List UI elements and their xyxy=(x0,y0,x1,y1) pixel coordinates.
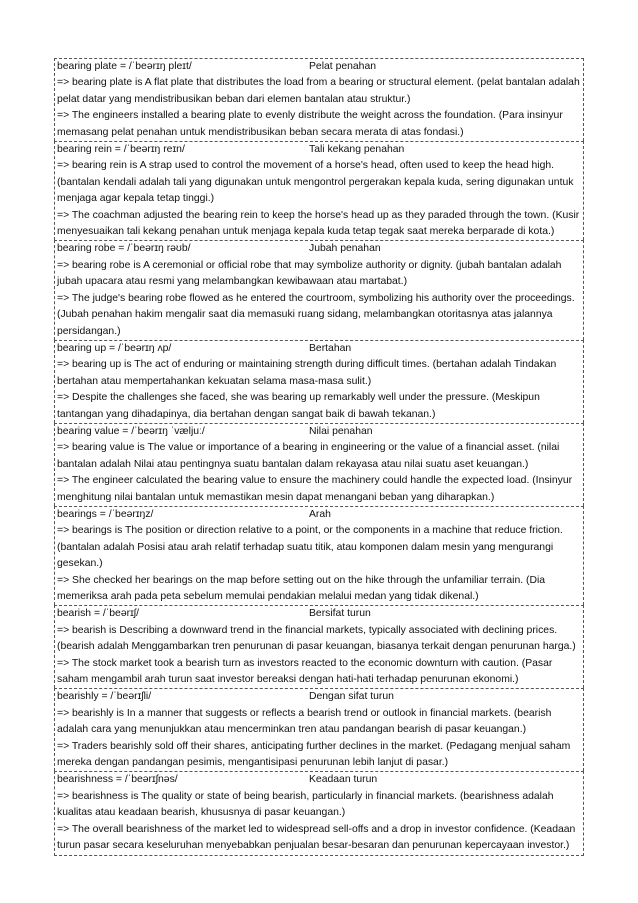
entry-definition: => bearishly is In a manner that suggests or reflects a bearish trend or outlook in financial markets. (bearish adalah cara yang menunjukkan atau mencerminkan tren atau pandangan bearish di pasar keuangan.) xyxy=(57,707,552,736)
entry-translation: Tali kekang penahan xyxy=(309,144,405,156)
entry-term: bearing up = /ˈbeərɪŋ ʌp/ xyxy=(57,342,172,354)
entry-translation: Dengan sifat turun xyxy=(309,691,394,703)
entry-example: => The engineer calculated the bearing value to ensure the machinery could handle the expected load. (Insinyur menghitung nilai bantalan untuk memastikan mesin dapat menangani beban yang diharapkan.) xyxy=(57,475,573,503)
entry-example: => Traders bearishly sold off their shares, anticipating further declines in the market. (Pedagang menjual saham mereka dengan pandangan pesimis, mengantisipasi penurunan lebih lanjut di pasar.) xyxy=(57,740,571,769)
entry-header xyxy=(57,606,582,622)
entry-translation: Jubah penahan xyxy=(309,243,381,255)
entry-translation: Keadaan turun xyxy=(309,774,378,786)
entry-translation: Nilai penahan xyxy=(309,425,373,437)
entry-definition: => bearish is Describing a downward trend in the financial markets, typically associated with declining prices. (bearish adalah Menggambarkan tren penurunan di pasar keuangan, biasanya terkait dengan penurunan harga.) xyxy=(57,624,576,653)
entry-term: bearishness = /ˈbeərɪʃnəs/ xyxy=(57,774,178,786)
entry-translation: Bertahan xyxy=(309,342,352,354)
glossary-entry xyxy=(54,506,584,605)
entry-example: => Despite the challenges she faced, she was bearing up remarkably well under the pressure. (Meskipun tantangan yang dihadapinya, dia bertahan dengan sangat baik di bawah tekanan.) xyxy=(57,392,540,420)
entry-translation: Bersifat turun xyxy=(309,608,371,620)
glossary-entry xyxy=(54,771,584,855)
entry-example: => The judge's bearing robe flowed as he entered the courtroom, symbolizing his authority over the proceedings. (Jubah penahan hakim mengalir saat dia memasuki ruang sidang, melambangkan otoritasnya atas jalannya persidangan.) xyxy=(57,292,575,337)
entry-example: => The overall bearishness of the market led to widespread sell-offs and a drop in investor confidence. (Keadaan turun pasar secara keseluruhan menyebabkan penjualan besar-besaran dan penurunan kepercayaan investor.) xyxy=(57,823,576,852)
entry-translation: Arah xyxy=(309,508,331,520)
entry-term: bearing rein = /ˈbeərɪŋ reɪn/ xyxy=(57,144,185,156)
entry-definition: => bearing value is The value or importance of a bearing in engineering or the value of a financial asset. (nilai bantalan adalah Nilai atau pentingnya suatu bantalan dalam rekayasa atau nilai suatu aset keuangan.) xyxy=(57,442,560,470)
glossary-entry xyxy=(54,605,584,688)
entry-term: bearing robe = /ˈbeərɪŋ rəʊb/ xyxy=(57,243,191,255)
entry-definition: => bearishness is The quality or state of being bearish, particularly in financial markets. (bearishness adalah kualitas atau keadaan bearish, khususnya di pasar keuangan.) xyxy=(57,790,554,819)
entry-translation: Pelat penahan xyxy=(309,61,377,72)
entry-term: bearings = /ˈbeərɪŋz/ xyxy=(57,508,154,520)
entry-header xyxy=(57,241,582,257)
entry-definition: => bearing rein is A strap used to control the movement of a horse's head, often used to keep the head high. (bantalan kendali adalah tali yang digunakan untuk mengontrol pergerakan kepala kuda, sering digunakan untuk menjaga agar kepala tetap tinggi.) xyxy=(57,160,574,205)
entry-header xyxy=(57,341,582,357)
glossary-entry xyxy=(54,141,584,240)
entry-example: => The coachman adjusted the bearing rein to keep the horse's head up as they paraded through the town. (Kusir menyesuaikan tali kekang penahan untuk menjaga kepala kuda tetap tegak saat mereka berparade di kota.) xyxy=(57,209,580,238)
glossary-entry xyxy=(54,688,584,771)
glossary-list xyxy=(54,58,584,856)
entry-example: => The stock market took a bearish turn as investors reacted to the economic downturn with caution. (Pasar saham mengambil arah turun saat investor bereaksi dengan hati-hati terhadap penurunan ekonomi.) xyxy=(57,657,553,686)
glossary-entry xyxy=(54,423,584,506)
entry-definition: => bearing robe is A ceremonial or official robe that may symbolize authority or dignity. (jubah bantalan adalah jubah upacara atau resmi yang melambangkan kewibawaan atau martabat.) xyxy=(57,259,562,288)
entry-header xyxy=(57,142,582,158)
entry-term: bearing plate = /ˈbeərɪŋ pleɪt/ xyxy=(57,61,192,72)
entry-header xyxy=(57,424,582,440)
entry-example: => She checked her bearings on the map before setting out on the hike through the unfamiliar terrain. (Dia memeriksa arah pada peta sebelum memulai pendakian melalui medan yang tidak dikenal.) xyxy=(57,574,546,602)
entry-definition: => bearing up is The act of enduring or maintaining strength during difficult times. (bertahan adalah Tindakan bertahan atau mempertahankan kekuatan selama masa-masa sulit.) xyxy=(57,359,557,387)
entry-definition: => bearings is The position or direction relative to a point, or the components in a machine that reduce friction. (bantalan adalah Posisi atau arah relatif terhadap suatu titik, atau komponen dalam mesin yang mengurangi gesekan.) xyxy=(57,525,563,570)
glossary-entry xyxy=(54,58,584,141)
entry-term: bearing value = /ˈbeərɪŋ ˈvæljuː/ xyxy=(57,425,205,437)
entry-term: bearish = /ˈbeərɪʃ/ xyxy=(57,608,139,620)
glossary-entry xyxy=(54,340,584,423)
entry-header xyxy=(57,59,582,75)
glossary-entry xyxy=(54,240,584,339)
entry-header xyxy=(57,772,582,788)
entry-term: bearishly = /ˈbeərɪʃli/ xyxy=(57,691,152,703)
entry-definition: => bearing plate is A flat plate that distributes the load from a bearing or structural element. (pelat bantalan adalah pelat datar yang mendistribusikan beban dari elemen bantalan atau struktur.) xyxy=(57,77,580,105)
entry-example: => The engineers installed a bearing plate to evenly distribute the weight across the foundation. (Para insinyur memasang pelat penahan untuk mendistribusikan beban secara merata di atas fondasi.) xyxy=(57,110,563,138)
entry-header xyxy=(57,507,582,523)
entry-header xyxy=(57,689,582,705)
